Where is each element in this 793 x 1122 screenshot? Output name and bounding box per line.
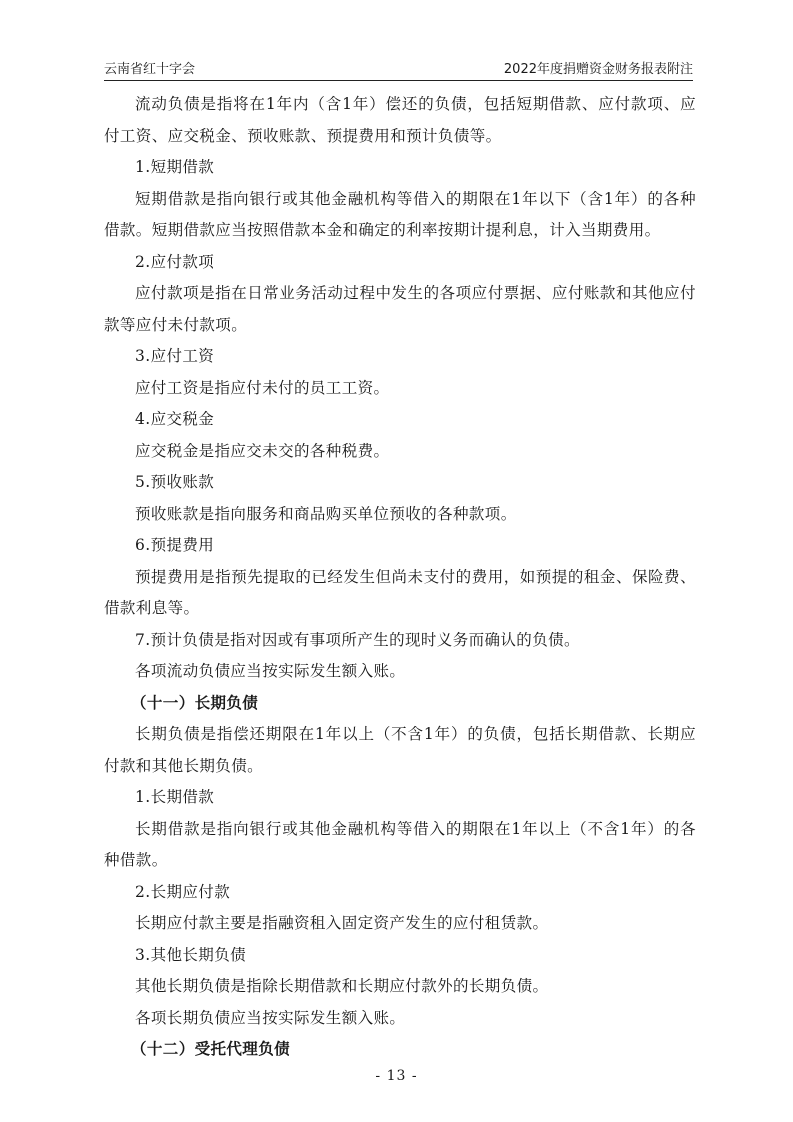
section-heading-trust-liabilities: （十二）受托代理负债: [131, 1040, 291, 1058]
page-number: - 13 -: [375, 1068, 418, 1084]
item-title-wages-payable: 3.应付工资: [135, 347, 215, 365]
header-doc-title: 2022年度捐赠资金财务报表附注: [503, 62, 693, 77]
item-text-long-term-payables: 长期应付款主要是指融资租入固定资产发生的应付租赁款。: [135, 914, 549, 932]
item-text-long-term-loans: 长期借款是指向银行或其他金融机构等借入的期限在1年以上（不含1年）的各种借款。: [104, 819, 696, 869]
page-header: [104, 56, 693, 81]
item-estimated-liabilities: 7.预计负债是指对因或有事项所产生的现时义务而确认的负债。: [135, 630, 580, 649]
item-text-accrued-expenses: 预提费用是指预先提取的已经发生但尚未支付的费用，如预提的租金、保险费、借款利息等。: [104, 567, 696, 617]
item-text-other-long-term-liabilities: 其他长期负债是指除长期借款和长期应付款外的长期负债。: [135, 977, 549, 995]
item-text-wages-payable: 应付工资是指应付未付的员工工资。: [135, 378, 390, 397]
item-title-accrued-expenses: 6.预提费用: [135, 536, 215, 554]
item-title-payables: 2.应付款项: [135, 252, 215, 271]
current-liabilities-intro: 流动负债是指将在1年内（含1年）偿还的负债，包括短期借款、应付款项、应付工资、应交税金、预收账款、预提费用和预计负债等。: [104, 95, 696, 145]
item-title-other-long-term-liabilities: 3.其他长期负债: [135, 945, 246, 964]
item-text-advance-receipts: 预收账款是指向服务和商品购买单位预收的各种款项。: [135, 504, 517, 523]
document-body: [104, 89, 696, 1066]
item-text-taxes-payable: 应交税金是指应交未交的各种税费。: [135, 441, 390, 460]
item-text-payables: 应付款项是指在日常业务活动过程中发生的各项应付票据、应付账款和其他应付款等应付未付款项。: [104, 284, 696, 334]
item-title-long-term-loans: 1.长期借款: [135, 788, 215, 806]
item-title-taxes-payable: 4.应交税金: [135, 410, 215, 428]
current-liabilities-closing: 各项流动负债应当按实际发生额入账。: [135, 662, 406, 680]
item-title-long-term-payables: 2.长期应付款: [135, 882, 231, 901]
item-title-advance-receipts: 5.预收账款: [135, 473, 215, 491]
header-org: 云南省红十字会: [104, 62, 196, 77]
item-title-short-term-loans: 1.短期借款: [135, 158, 215, 176]
long-term-liabilities-closing: 各项长期负债应当按实际发生额入账。: [135, 1008, 406, 1027]
section-heading-long-term-liabilities: （十一）长期负债: [131, 693, 259, 712]
item-text-short-term-loans: 短期借款是指向银行或其他金融机构等借入的期限在1年以下（含1年）的各种借款。短期借款应当按照借款本金和确定的利率按期计提利息，计入当期费用。: [104, 189, 696, 239]
long-term-liabilities-intro: 长期负债是指偿还期限在1年以上（不含1年）的负债，包括长期借款、长期应付款和其他长期负债。: [104, 725, 696, 775]
